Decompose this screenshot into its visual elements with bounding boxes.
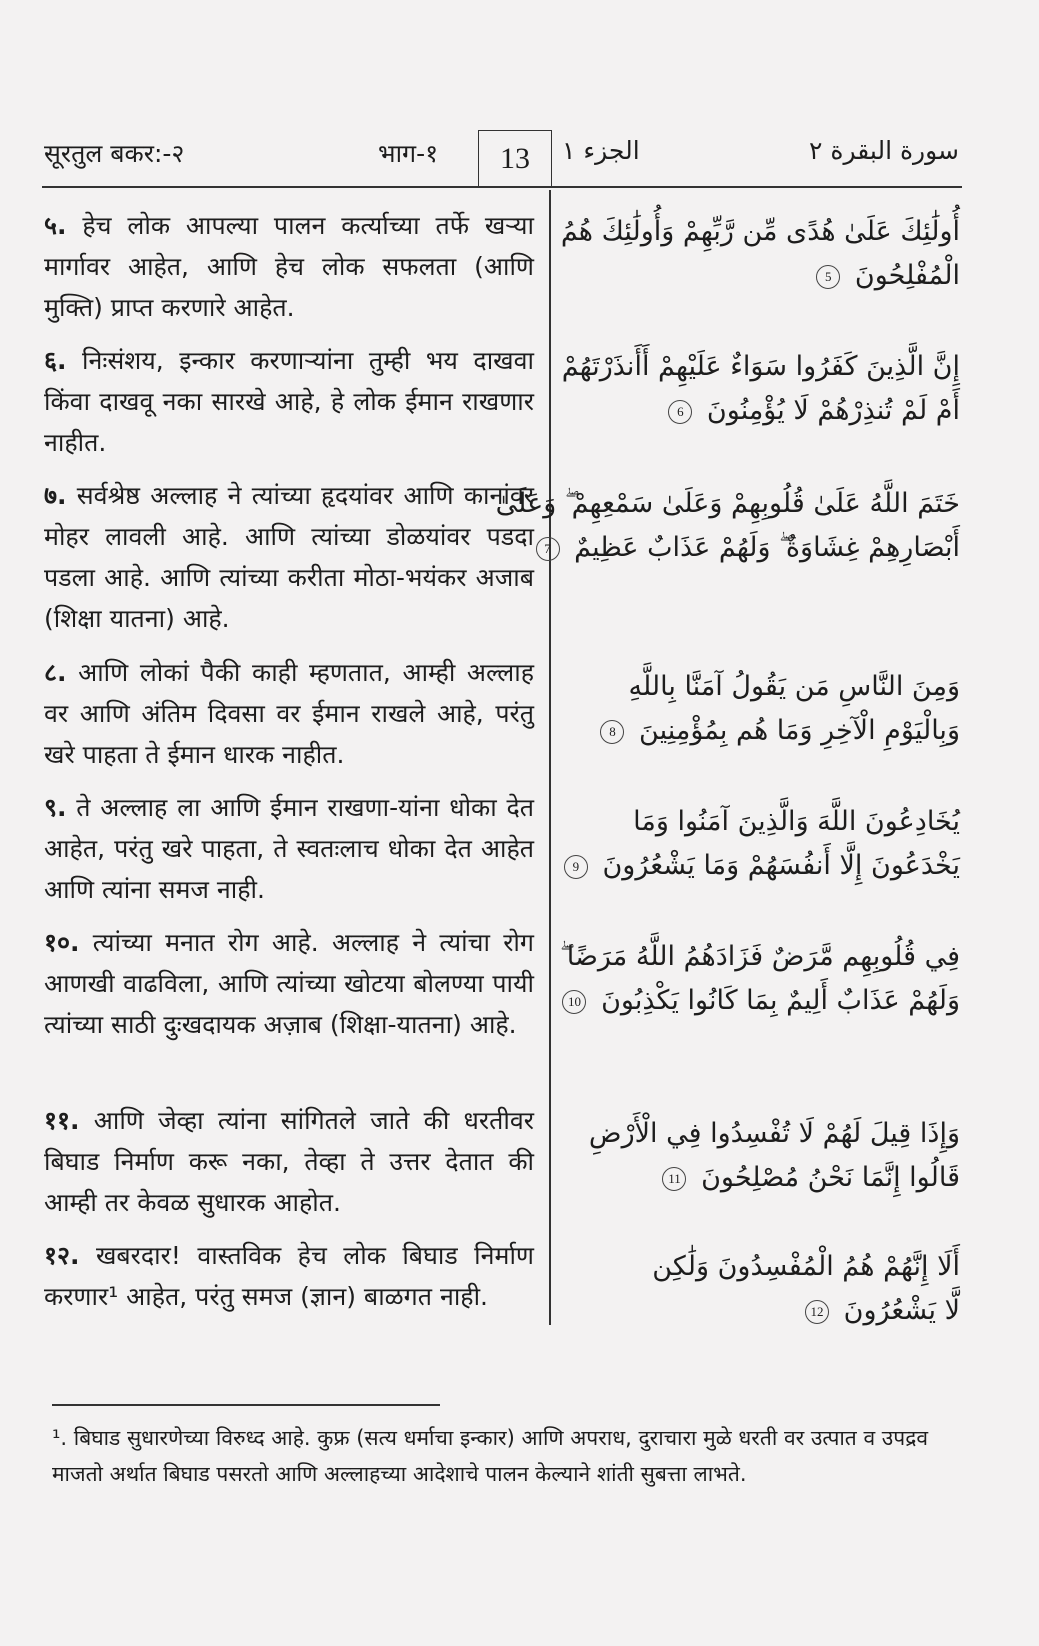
verse-translation	[44, 652, 534, 775]
verse-text: ते अल्लाह ला आणि ईमान राखणा-यांना धोका देत आहेत, परंतु खरे पाहता, ते स्वतःलाच धोका देत आहेत आणि त्यांना समज नाही.	[44, 793, 534, 904]
verse-text: आणि जेव्हा त्यांना सांगितले जाते की धरतीवर बिघाड निर्माण करू नका, तेव्हा ते उत्तर देतात की आम्ही तर केवळ सुधारक आहोत.	[44, 1106, 534, 1217]
verse-text: आणि लोकां पैकी काही म्हणतात, आम्ही अल्लाह वर आणि अंतिम दिवसा वर ईमान राखले आहे, परंतु खरे पाहता ते ईमान धारक नाहीत.	[44, 658, 534, 769]
verse-translation	[44, 340, 534, 463]
arabic-line: أَمْ لَمْ تُنذِرْهُمْ لَا يُؤْمِنُونَ	[706, 395, 960, 426]
arabic-line: أُولَٰئِكَ عَلَىٰ هُدًى مِّن رَّبِّهِمْ وَأُولَٰئِكَ هُمُ	[560, 216, 960, 247]
header-rule	[42, 186, 962, 188]
ayah-number-marker: 8	[600, 720, 624, 744]
verse-number: ५.	[44, 211, 67, 240]
verse-number: ९.	[44, 793, 67, 822]
verse-text: सर्वश्रेष्ठ अल्लाह ने त्यांच्या हृदयांवर आणि कानांवर मोहर लावली आहे. आणि त्यांच्या डोळयांवर पडदा पडला आहे. आणि त्यांच्या करीता मोठा-भयंकर अजाब (शिक्षा यातना) आहे.	[44, 481, 535, 633]
ayah-number-marker: 10	[562, 990, 586, 1014]
verse-translation	[44, 205, 534, 328]
arabic-line: وَإِذَا قِيلَ لَهُمْ لَا تُفْسِدُوا فِي الْأَرْضِ	[588, 1118, 960, 1149]
part-marathi: भाग-१	[378, 139, 439, 168]
verse-text: खबरदार! वास्तविक हेच लोक बिघाड निर्माण करणार¹ आहेत, परंतु समज (ज्ञान) बाळगत नाही.	[44, 1241, 534, 1311]
part-arabic: الجزء ١	[562, 136, 640, 165]
verse-number: ८.	[44, 658, 67, 687]
column-divider	[549, 190, 551, 1325]
verse-translation	[44, 475, 534, 639]
verse-arabic	[560, 1112, 960, 1200]
ayah-number-marker: 5	[816, 265, 840, 289]
arabic-line: أَبْصَارِهِمْ غِشَاوَةٌ ۖ وَلَهُمْ عَذَابٌ عَظِيمٌ	[574, 532, 960, 563]
ayah-number-marker: 6	[668, 400, 692, 424]
verse-arabic	[560, 1245, 960, 1333]
verse-number: ११.	[44, 1106, 80, 1135]
verse-text: निःसंशय, इन्कार करणाऱ्यांना तुम्ही भय दाखवा किंवा दाखवू नका सारखे आहे, हे लोक ईमान राखणार नाहीत.	[44, 346, 534, 457]
verse-number: ७.	[44, 481, 67, 510]
arabic-line: قَالُوا إِنَّمَا نَحْنُ مُصْلِحُونَ	[701, 1162, 960, 1193]
verse-translation	[44, 922, 534, 1045]
ayah-number-marker: 9	[564, 855, 588, 879]
verse-translation	[44, 1235, 534, 1317]
verse-arabic	[560, 800, 960, 888]
footnote: ¹. बिघाड सुधारणेच्या विरुध्द आहे. कुफ्र (सत्य धर्माचा इन्कार) आणि अपराध, दुराचारा मुळे धरती वर उत्पात व उपद्रव माजतो अर्थात बिघाड पसरतो आणि अल्लाहच्या आदेशाचे पालन केल्याने शांती सुबत्ता लाभते.	[52, 1426, 929, 1486]
verse-number: १०.	[44, 928, 80, 957]
surah-name-arabic: سورة البقرة ٢	[808, 136, 959, 165]
verse-arabic	[560, 665, 960, 753]
arabic-line: وَمِنَ النَّاسِ مَن يَقُولُ آمَنَّا بِاللَّهِ	[628, 671, 960, 702]
verse-arabic	[495, 482, 960, 570]
arabic-line: أَلَا إِنَّهُمْ هُمُ الْمُفْسِدُونَ وَلَٰكِن	[652, 1251, 960, 1282]
verse-arabic	[560, 345, 960, 433]
verse-arabic	[560, 935, 960, 1023]
arabic-line: فِي قُلُوبِهِم مَّرَضٌ فَزَادَهُمُ اللَّهُ مَرَضًا ۖ	[560, 941, 960, 972]
verse-text: त्यांच्या मनात रोग आहे. अल्लाह ने त्यांचा रोग आणखी वाढविला, आणि त्यांच्या खोटया बोलण्या पायी त्यांच्या साठी दुःखदायक अज़ाब (शिक्षा-यातना) आहे.	[44, 928, 534, 1039]
ayah-number-marker: 12	[805, 1300, 829, 1324]
ayah-number-marker: 11	[662, 1167, 686, 1191]
arabic-line: وَبِالْيَوْمِ الْآخِرِ وَمَا هُم بِمُؤْمِنِينَ	[639, 715, 960, 746]
page-number: 13	[478, 130, 552, 187]
verse-text: हेच लोक आपल्या पालन कर्त्याच्या तर्फे खऱ्या मार्गावर आहेत, आणि हेच लोक सफलता (आणि मुक्ति) प्राप्त करणारे आहेत.	[44, 211, 534, 322]
arabic-line: خَتَمَ اللَّهُ عَلَىٰ قُلُوبِهِمْ وَعَلَىٰ سَمْعِهِمْ ۖ وَعَلَىٰ	[495, 488, 960, 519]
verse-number: १२.	[44, 1241, 80, 1270]
arabic-line: إِنَّ الَّذِينَ كَفَرُوا سَوَاءٌ عَلَيْهِمْ أَأَنذَرْتَهُمْ	[561, 351, 960, 382]
arabic-line: يَخْدَعُونَ إِلَّا أَنفُسَهُمْ وَمَا يَشْعُرُونَ	[602, 850, 960, 881]
verse-translation	[44, 1100, 534, 1223]
surah-name-marathi: सूरतुल बकर:-२	[44, 139, 185, 168]
footnote-rule	[52, 1404, 440, 1406]
arabic-line: يُخَادِعُونَ اللَّهَ وَالَّذِينَ آمَنُوا وَمَا	[633, 806, 960, 837]
ayah-number-marker: 7	[536, 537, 560, 561]
arabic-line: لَّا يَشْعُرُونَ	[843, 1295, 960, 1326]
verse-arabic	[560, 210, 960, 298]
arabic-line: الْمُفْلِحُونَ	[854, 260, 960, 291]
verse-translation	[44, 787, 534, 910]
arabic-line: وَلَهُمْ عَذَابٌ أَلِيمٌ بِمَا كَانُوا يَكْذِبُونَ	[601, 985, 960, 1016]
verse-number: ६.	[44, 346, 67, 375]
